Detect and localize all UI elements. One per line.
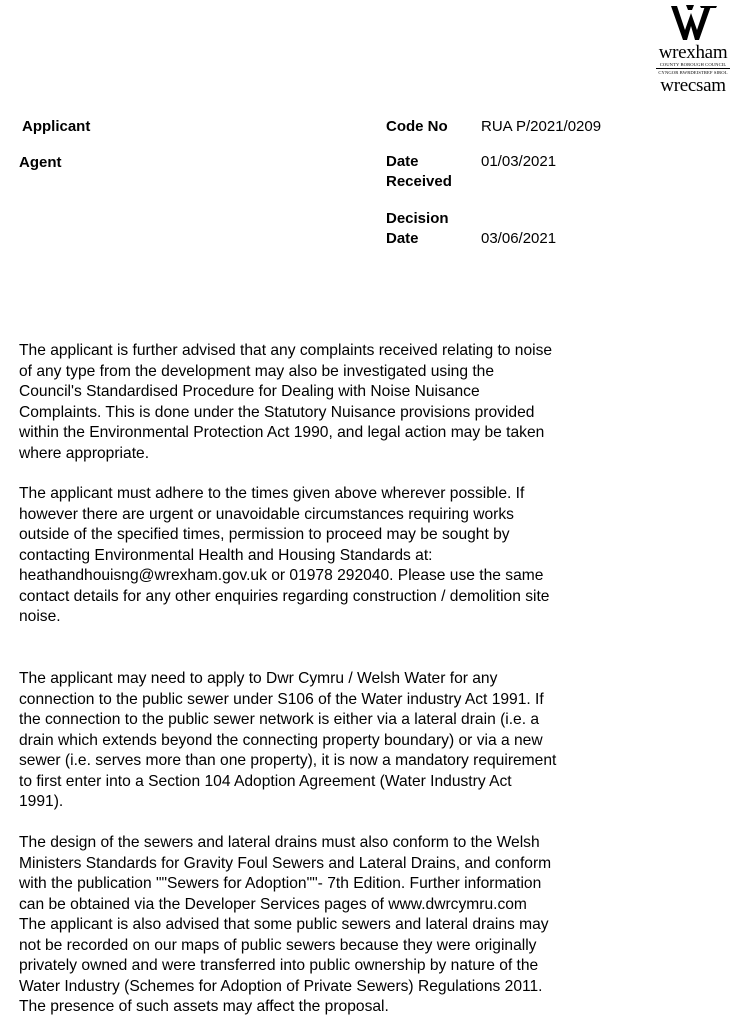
logo-subtitle-english: COUNTY BOROUGH COUNCIL — [659, 62, 727, 67]
paragraph-sewer-connection: The applicant may need to apply to Dwr Cymru / Welsh Water for any connection to the public sewer under S106 of the Water industry Act 1991. If the connection to the public sewer network is either via a lateral drain (i.e. a drain which extends beyond the connecting property boundary) or via a new sewer (i.e. serves more than one property), it is now a mandatory requirement to first enter into a Section 104 Adoption Agreement (Water Industry Act 1991). — [19, 670, 557, 810]
decision-date-label-line1: Decision — [386, 210, 449, 227]
w-emblem-icon — [670, 4, 718, 42]
date-received-value: 01/03/2021 — [481, 153, 557, 170]
paragraph-noise-complaints: The applicant is further advised that any complaints received relating to noise of any type from the development may also be investigated using the Council's Standardised Procedure for Dealing with Noise Nuisance Complaints. This is done under the Statutory Nuisance provisions provided within the Environmental Protection Act 1990, and legal action may be taken where appropriate. — [19, 342, 553, 462]
date-received-label-line1: Date — [386, 153, 419, 170]
logo-subtitle-welsh: CYNGOR BWRDEISTREF SIROL — [658, 70, 728, 75]
date-received-label-line2: Received — [386, 173, 452, 190]
paragraph-working-times: The applicant must adhere to the times given above wherever possible. If however there are urgent or unavoidable circumstances requiring works outside of the specified times, permission to proceed may be sought by contacting Environmental Health and Housing Standards at: heathandhouisng@wrexham.gov.uk or 01978 292040. Please use the same contact details for any other enquiries regarding construction / demolition site noise. — [19, 485, 550, 625]
council-logo — [646, 4, 740, 96]
agent-label: Agent — [19, 154, 62, 171]
code-no-label: Code No — [386, 118, 448, 135]
paragraph-sewer-design: The design of the sewers and lateral drains must also conform to the Welsh Ministers Standards for Gravity Foul Sewers and Lateral Drains, and conform with the publication ""Sewers for Adoption""- 7th Edition. Further information can be obtained via the Developer Services pages of www.dwrcymru.com The applicant is also advised that some public sewers and lateral drains may not be recorded on our maps of public sewers because they were originally privately owned and were transferred into public ownership by nature of the Water Industry (Schemes for Adoption of Private Sewers) Regulations 2011. The presence of such assets may affect the proposal. — [19, 834, 552, 1015]
code-no-value: RUA P/2021/0209 — [481, 118, 602, 135]
logo-wordmark-english: wrexham — [658, 42, 728, 63]
logo-wordmark-welsh: wrecsam — [660, 75, 726, 96]
decision-date-value: 03/06/2021 — [481, 230, 557, 247]
applicant-label: Applicant — [22, 118, 91, 135]
decision-date-label-line2: Date — [386, 230, 419, 247]
logo-divider — [656, 68, 730, 69]
